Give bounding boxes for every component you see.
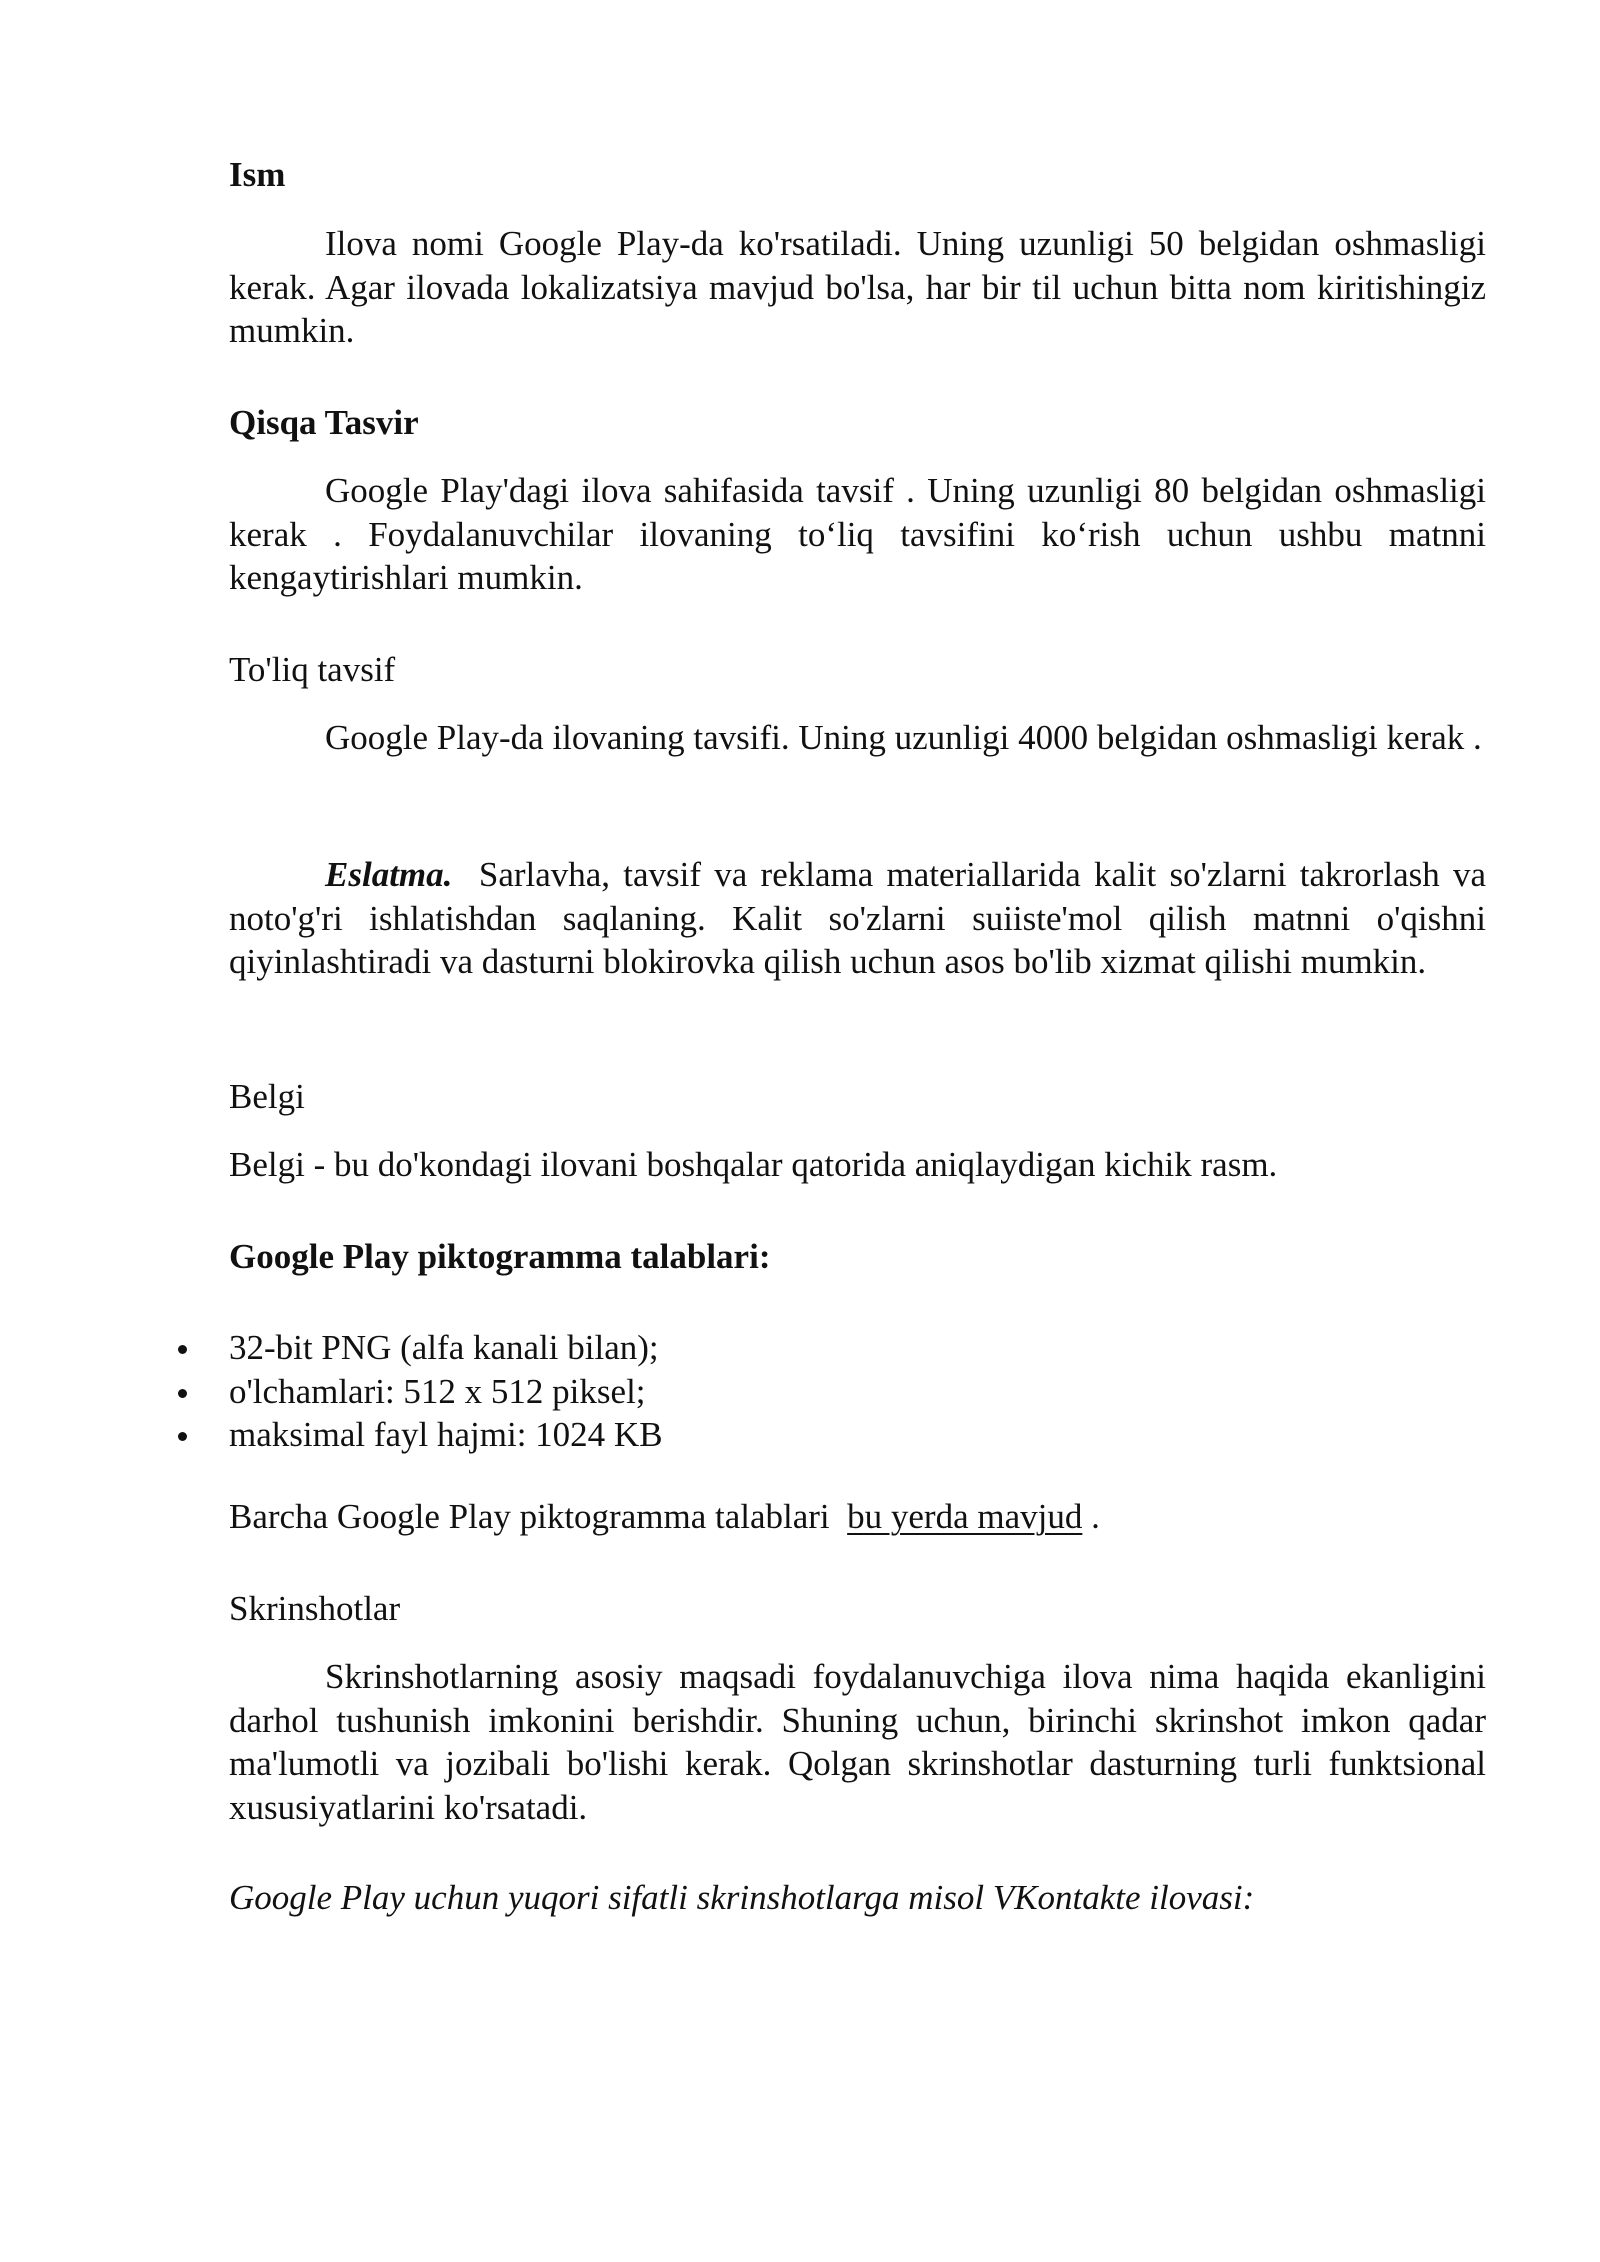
bullet-icon	[178, 1345, 187, 1354]
heading-qisqa-tasvir: Qisqa Tasvir	[229, 403, 419, 442]
bullet-icon	[178, 1432, 187, 1441]
heading-ism: Ism	[229, 155, 286, 194]
link-prefix: Barcha Google Play piktogramma talablari	[229, 1497, 830, 1536]
requirements-link[interactable]: bu yerda mavjud	[847, 1497, 1083, 1536]
note-paragraph	[229, 853, 1486, 984]
heading-toliq-tavsif: To'liq tavsif	[229, 650, 396, 689]
paragraph-skrinshotlar-text: Skrinshotlarning asosiy maqsadi foydalanuvchiga ilova nima haqida ekanligini darhol tushunish imkonini berishdir. Shuning uchun, birinchi skrinshot imkon qadar ma'lumotli va jozibali bo'lishi kerak. Qolgan skrinshotlar dasturning turli funktsional xususiyatlarini ko'rsatadi.	[229, 1657, 1486, 1827]
paragraph-ism	[229, 222, 1486, 353]
paragraph-qisqa-tasvir-text: Google Play'dagi ilova sahifasida tavsif . Uning uzunligi 80 belgidan oshmasligi kerak . Foydalanuvchilar ilovaning to‘liq tavsifini ko‘rish uchun ushbu matnni kengaytirishlari mumkin.	[229, 471, 1486, 597]
heading-skrinshotlar: Skrinshotlar	[229, 1589, 401, 1628]
list-item	[229, 1326, 1486, 1370]
paragraph-ism-text: Ilova nomi Google Play-da ko'rsatiladi. Uning uzunligi 50 belgidan oshmasligi kerak. Agar ilovada lokalizatsiya mavjud bo'lsa, har bir til uchun bitta nom kiritishingiz mumkin.	[229, 224, 1486, 350]
list-item	[229, 1413, 1486, 1457]
bullet-list	[229, 1326, 1486, 1457]
list-item-text: 32-bit PNG (alfa kanali bilan);	[229, 1328, 659, 1367]
note-text	[229, 853, 1486, 984]
list-item-text: maksimal fayl hajmi: 1024 KB	[229, 1415, 663, 1454]
example-caption: Google Play uchun yuqori sifatli skrinshotlarga misol VKontakte ilovasi:	[229, 1878, 1255, 1917]
paragraph-belgi: Belgi - bu do'kondagi ilovani boshqalar qatorida aniqlaydigan kichik rasm.	[229, 1145, 1278, 1184]
heading-piktogramma-talablari: Google Play piktogramma talablari:	[229, 1237, 771, 1276]
requirements-list	[229, 1326, 1486, 1457]
list-item-text: o'lchamlari: 512 x 512 piksel;	[229, 1371, 646, 1411]
bullet-icon	[178, 1389, 187, 1398]
paragraph-qisqa-tasvir	[229, 469, 1486, 600]
list-item	[229, 1370, 1486, 1414]
link-suffix: .	[1091, 1497, 1100, 1536]
note-label: Eslatma.	[325, 855, 453, 894]
note-body: Sarlavha, tavsif va reklama materiallarida kalit so'zlarni takrorlash va noto'g'ri ishlatishdan saqlaning. Kalit so'zlarni suiiste'mol qilish matnni o'qishni qiyinlashtiradi va dasturni blokirovka qilish uchun asos bo'lib xizmat qilishi mumkin.	[229, 855, 1487, 981]
paragraph-toliq-tavsif-text: Google Play-da ilovaning tavsifi. Uning uzunligi 4000 belgidan oshmasligi kerak .	[325, 718, 1482, 757]
paragraph-skrinshotlar	[229, 1655, 1486, 1829]
requirements-link-line	[229, 1495, 1486, 1539]
paragraph-toliq-tavsif	[229, 716, 1486, 760]
heading-belgi: Belgi	[229, 1077, 305, 1116]
